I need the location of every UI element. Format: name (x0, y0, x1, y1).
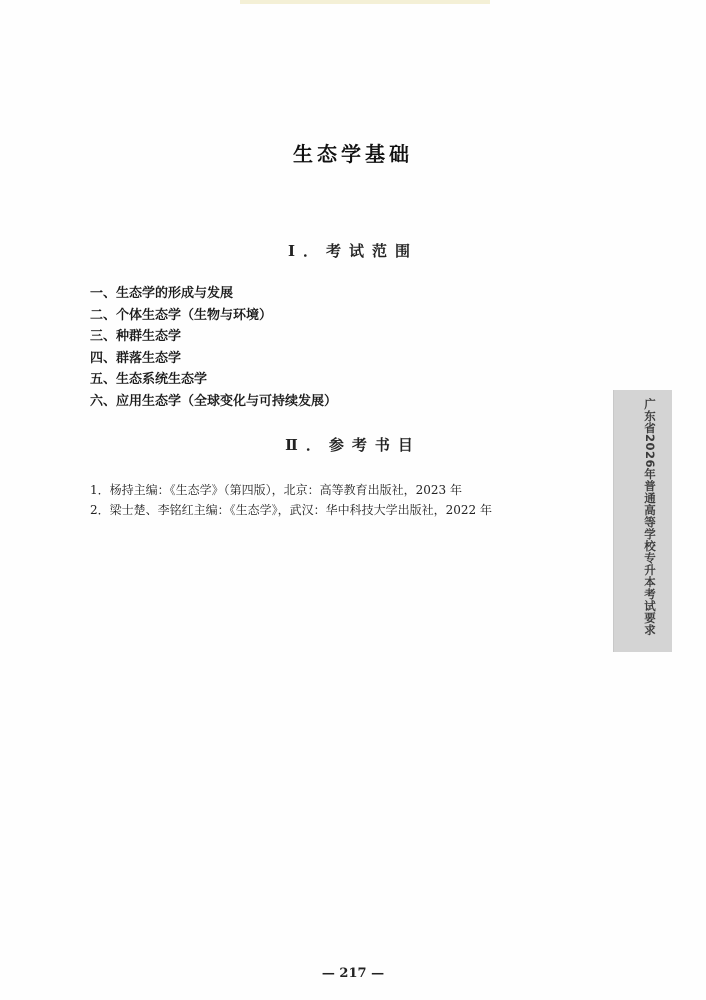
exam-scope-list (90, 283, 337, 413)
list-item: 二、个体生态学（生物与环境） (90, 307, 273, 323)
page-title: 生态学基础 (293, 142, 413, 166)
list-item: 六、应用生态学（全球变化与可持续发展） (90, 393, 338, 409)
list-item: 五、生态系统生态学 (90, 372, 208, 388)
exam-scope-heading: Ⅰ．考试范围 (287, 242, 419, 260)
list-item: 一、生态学的形成与发展 (90, 286, 234, 301)
page-number: — 217 — (321, 966, 385, 981)
reference-item: 1．杨持主编：《生态学》（第四版），北京：高等教育出版社，2023 年 (90, 483, 462, 497)
list-item: 三、种群生态学 (90, 329, 182, 345)
references-heading: Ⅱ．参考书目 (285, 436, 421, 454)
scan-edge-mark (240, 0, 490, 4)
side-tab-label: 广东省2026年普通高等学校专升本考试要求 (643, 398, 657, 637)
list-item: 四、群落生态学 (90, 350, 182, 366)
references-list (90, 480, 492, 520)
reference-item: 2．梁士楚、李铭红主编：《生态学》，武汉：华中科技大学出版社，2022 年 (90, 503, 492, 517)
